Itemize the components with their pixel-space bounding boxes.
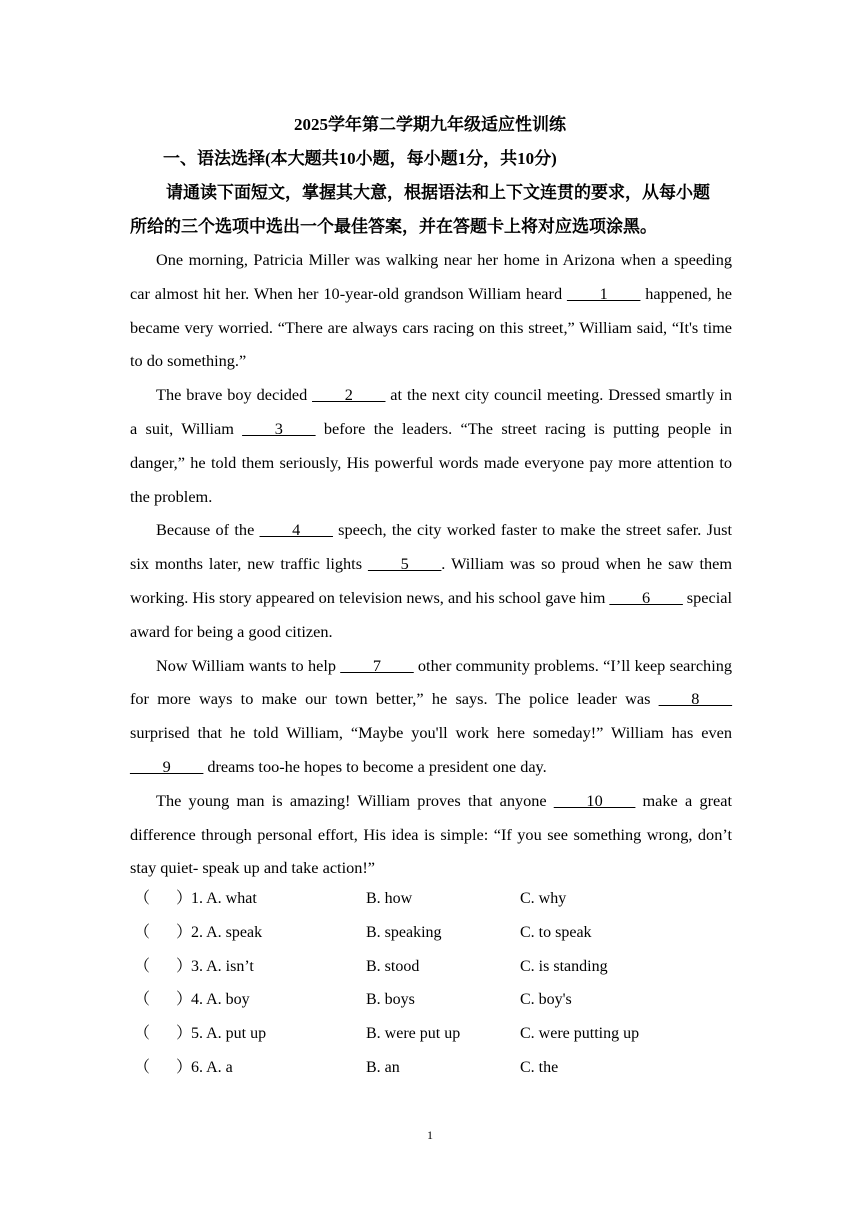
- page-title: 2025学年第二学期九年级适应性训练: [294, 115, 566, 134]
- paragraph-5: [130, 784, 732, 885]
- answer-paren-close: ）: [176, 957, 193, 975]
- blank-4: ____4____: [259, 520, 333, 540]
- option-a: 3. A. isn’t: [191, 957, 254, 975]
- option-b: B. how: [366, 890, 413, 907]
- option-c: C. the: [520, 1058, 559, 1076]
- option-b: B. boys: [366, 991, 415, 1009]
- passage: [130, 243, 732, 885]
- answer-paren-open: （: [134, 1058, 151, 1076]
- paragraph-text: One morning, Patricia Miller was walking near her home in Arizona when a speeding car almost hit her. When her 10-year-old grandson William heard: [130, 250, 732, 303]
- question-row-5: [134, 1019, 734, 1053]
- paragraph-text: make a great difference through personal effort, His idea is simple: “If you see something wrong, don’t stay quiet- speak up and take action!”: [130, 790, 732, 878]
- blank-7: ____7____: [340, 655, 414, 675]
- paragraph-text: at the next city council meeting. Dressed smartly in a suit, William: [130, 385, 733, 438]
- paragraph-text: Because of the: [156, 520, 260, 540]
- paragraph-3: [130, 513, 732, 648]
- option-c: C. why: [520, 890, 567, 907]
- paragraph-text: special award for being a good citizen.: [130, 587, 732, 641]
- answer-options: [134, 884, 734, 1087]
- answer-paren-close: ）: [176, 923, 193, 941]
- option-b: B. speaking: [366, 923, 442, 941]
- question-row-1: [134, 884, 734, 918]
- paragraph-text: happened, he became very worried. “There are always cars racing on this street,” William said, “It's time to do something.”: [130, 283, 732, 371]
- option-c: C. is standing: [520, 957, 608, 975]
- paragraph-2: [130, 378, 732, 513]
- paragraph-text: surprised that he told William, “Maybe you'll work here someday!” William has even: [130, 723, 732, 743]
- answer-paren-close: ）: [176, 890, 193, 907]
- option-a: 6. A. a: [191, 1058, 233, 1076]
- option-a: 5. A. put up: [191, 1025, 267, 1043]
- paragraph-text: before the leaders. “The street racing is putting people in danger,” he told them seriously, His powerful words made everyone pay more attention to the problem.: [130, 418, 733, 506]
- answer-paren-close: ）: [176, 1025, 193, 1043]
- option-c: C. boy's: [520, 991, 572, 1009]
- answer-paren-open: （: [134, 991, 151, 1009]
- option-a: 2. A. speak: [191, 923, 263, 941]
- option-a: 1. A. what: [191, 890, 257, 907]
- paragraph-text: dreams too-he hopes to become a president one day.: [203, 756, 547, 776]
- paragraph-text: . William was so proud when he saw them working. His story appeared on television news, and his school gave him: [130, 554, 732, 607]
- answer-paren-close: ）: [176, 1058, 193, 1076]
- blank-8: ____8____: [658, 689, 732, 709]
- question-row-3: [134, 952, 734, 986]
- option-a: 4. A. boy: [191, 991, 250, 1009]
- answer-paren-open: （: [134, 1025, 151, 1043]
- question-row-4: [134, 985, 734, 1019]
- answer-paren-close: ）: [176, 991, 193, 1009]
- answer-paren-open: （: [134, 923, 151, 941]
- paragraph-text: speech, the city worked faster to make the street safer. Just six months later, new traffic lights: [130, 520, 733, 574]
- instruction-line-1: 请通读下面短文，掌握其大意，根据语法和上下文连贯的要求，从每小题: [166, 183, 710, 202]
- blank-3: ____3____: [242, 418, 316, 438]
- blank-1: ____1____: [567, 283, 641, 303]
- paragraph-text: other community problems. “I’ll keep searching for more ways to make our town better,” he says. The police leader was: [130, 655, 733, 709]
- question-row-6: [134, 1053, 734, 1087]
- option-b: B. an: [366, 1058, 400, 1076]
- blank-9: ____9____: [130, 756, 204, 776]
- blank-10: ____10____: [553, 790, 636, 810]
- blank-5: ____5____: [368, 554, 442, 574]
- blank-2: ____2____: [312, 385, 386, 405]
- section-heading: 一、语法选择(本大题共10小题，每小题1分，共10分): [163, 149, 557, 168]
- paragraph-text: The young man is amazing! William proves that anyone: [156, 790, 554, 810]
- blank-6: ____6____: [609, 587, 683, 607]
- question-row-2: [134, 918, 734, 952]
- option-b: B. stood: [366, 957, 420, 975]
- answer-paren-open: （: [134, 957, 151, 975]
- paragraph-text: The brave boy decided: [156, 385, 313, 405]
- option-c: C. were putting up: [520, 1025, 640, 1043]
- option-b: B. were put up: [366, 1025, 461, 1043]
- answer-paren-open: （: [134, 890, 151, 907]
- paragraph-1: [130, 243, 732, 378]
- paragraph-text: Now William wants to help: [156, 655, 341, 675]
- paragraph-4: [130, 649, 732, 784]
- option-c: C. to speak: [520, 923, 592, 941]
- page-number: 1: [427, 1128, 433, 1142]
- instruction-line-2: 所给的三个选项中选出一个最佳答案，并在答题卡上将对应选项涂黑。: [130, 217, 657, 236]
